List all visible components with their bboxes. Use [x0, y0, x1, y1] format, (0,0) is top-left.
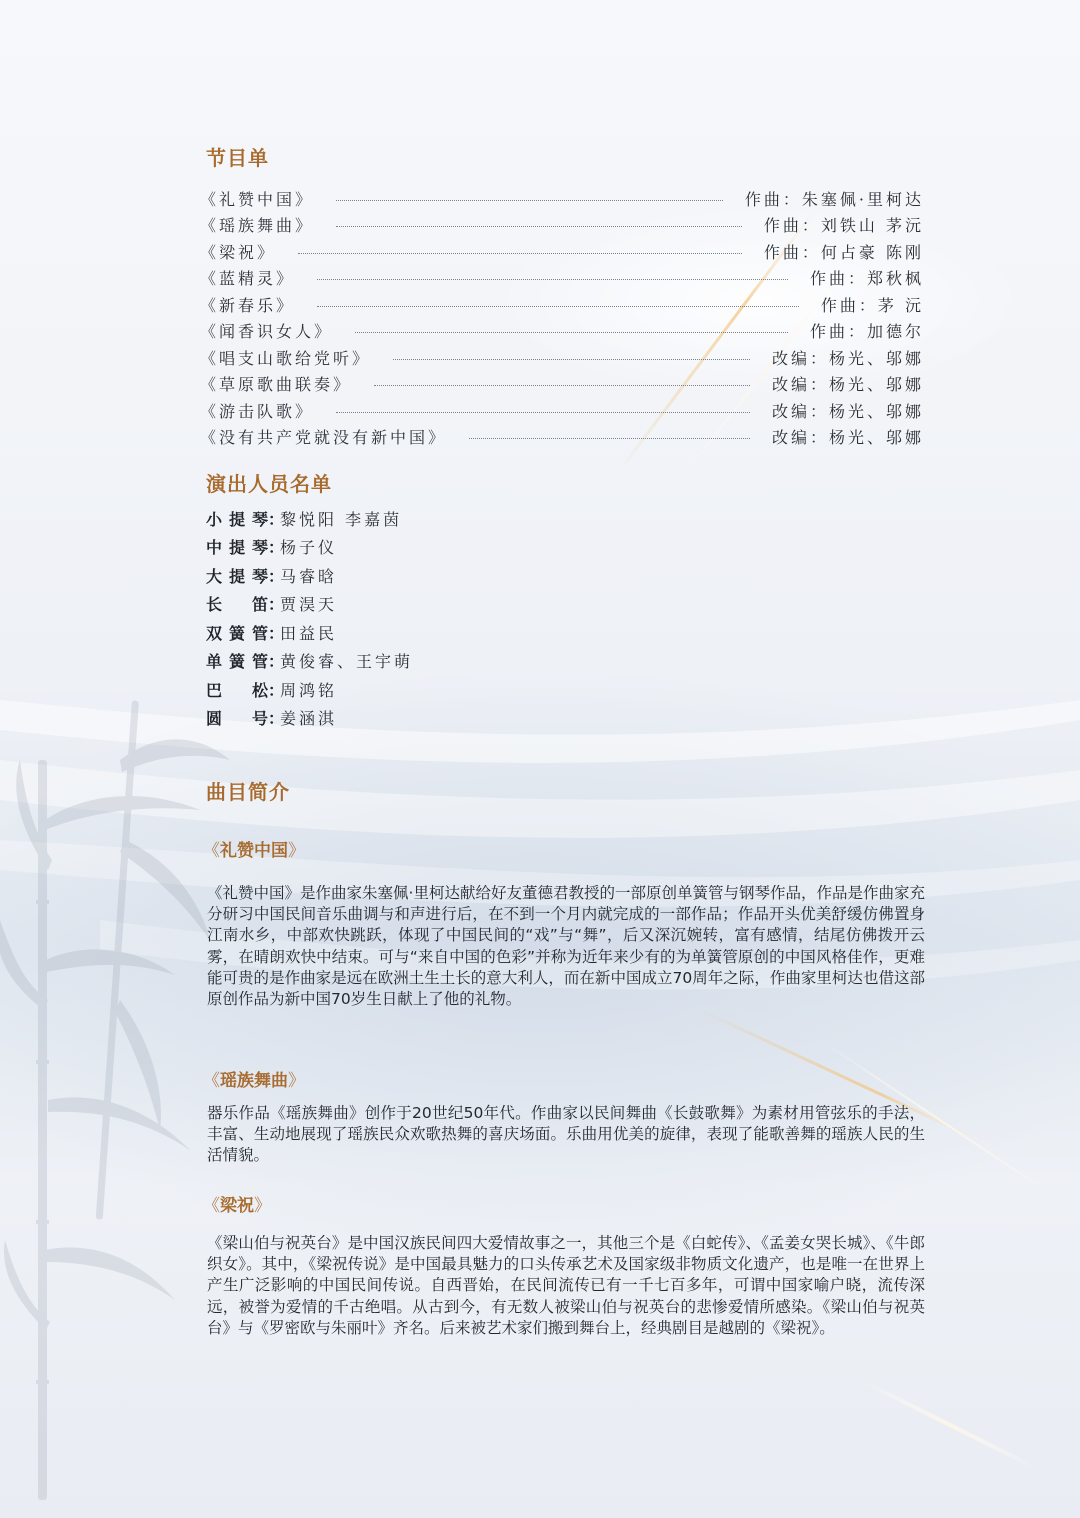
piece-title	[203, 1195, 271, 1217]
program-credit: 改编：杨光、邬娜	[771, 401, 924, 421]
program-title: 《游击队歌》	[200, 401, 315, 421]
piece-title-text: 梁祝	[220, 1196, 254, 1216]
dotted-leader	[393, 359, 750, 360]
cast-colon: ：	[268, 623, 285, 643]
close-quote: 》	[288, 841, 305, 861]
cast-colon: ：	[268, 652, 285, 672]
close-quote: 》	[288, 1071, 305, 1091]
program-heading: 节目单	[206, 146, 269, 170]
program-row	[200, 371, 924, 398]
dotted-leader	[374, 385, 750, 386]
piece-description: 《梁山伯与祝英台》是中国汉族民间四大爱情故事之一，其他三个是《白蛇传》、《孟姜女哭长城》、《牛郎织女》。其中，《梁祝传说》是中国最具魅力的口头传承艺术及国家级非物质文化遗产，也是唯一在世界上产生广泛影响的中国民间传说。自西晋始，在民间流传已有一千七百多年，可谓中国家喻户晓，流传深远，被誉为爱情的千古绝唱。从古到今，有无数人被梁山伯与祝英台的悲惨爱情所感染。《梁山伯与祝英台》与《罗密欧与朱丽叶》齐名。后来被艺术家们搬到舞台上，经典剧目是越剧的《梁祝》。	[207, 1234, 925, 1337]
cast-row	[206, 647, 413, 676]
program-credit: 作曲：刘铁山 茅沅	[763, 216, 924, 236]
cast-role: 圆号	[206, 709, 268, 729]
cast-names: 姜涵淇	[280, 709, 338, 729]
program-credit: 作曲：何占豪 陈刚	[763, 242, 924, 262]
cast-role: 单簧管	[206, 652, 268, 672]
program-row	[200, 291, 924, 318]
dotted-leader	[336, 226, 742, 227]
cast-names: 黄俊睿、王宇萌	[280, 652, 414, 672]
program-credit: 作曲：茅 沅	[820, 295, 924, 315]
program-credit: 作曲：朱塞佩·里柯达	[744, 189, 924, 209]
dotted-leader	[336, 200, 723, 201]
program-credit: 作曲：加德尔	[809, 322, 924, 342]
program-list	[200, 185, 924, 450]
cast-row	[206, 675, 413, 704]
program-row	[200, 424, 924, 451]
piece-title	[203, 840, 305, 862]
cast-colon: ：	[268, 566, 285, 586]
cast-names: 杨子仪	[280, 538, 338, 558]
cast-role: 长笛	[206, 595, 268, 615]
open-quote: 《	[203, 1196, 220, 1216]
cast-names: 田益民	[280, 623, 338, 643]
cast-colon: ：	[268, 538, 285, 558]
program-title: 《草原歌曲联奏》	[200, 375, 353, 395]
cast-row	[206, 704, 413, 733]
program-title: 《闻香识女人》	[200, 322, 334, 342]
program-title: 《瑶族舞曲》	[200, 216, 315, 236]
program-credit: 改编：杨光、邬娜	[771, 348, 924, 368]
program-title: 《梁祝》	[200, 242, 277, 262]
program-title: 《蓝精灵》	[200, 269, 296, 289]
program-row	[200, 212, 924, 239]
piece-description: 《礼赞中国》是作曲家朱塞佩·里柯达献给好友董德君教授的一部原创单簧管与钢琴作品，作品是作曲家充分研习中国民间音乐曲调与和声进行后，在不到一个月内就完成的一部作品；作品开头优美舒缓仿佛置身江南水乡，中部欢快跳跃，体现了中国民间的“戏”与“舞”，后又深沉婉转，富有感情，结尾仿佛拨开云雾，在晴朗欢快中结束。可与“来自中国的色彩”并称为近年来少有的为单簧管原创的中国风格佳作，更难能可贵的是作曲家是远在欧洲土生土长的意大利人，而在新中国成立70周年之际，作曲家里柯达也借这部原创作品为新中国70岁生日献上了他的礼物。	[207, 884, 925, 1009]
program-title: 《没有共产党就没有新中国》	[200, 428, 448, 448]
piece-description: 器乐作品《瑶族舞曲》创作于20世纪50年代。作曲家以民间舞曲《长鼓歌舞》为素材用管弦乐的手法，丰富、生动地展现了瑶族民众欢歌热舞的喜庆场面。乐曲用优美的旋律，表现了能歌善舞的瑶族人民的生活情貌。	[207, 1104, 925, 1165]
cast-colon: ：	[268, 709, 285, 729]
piece-title-text: 礼赞中国	[220, 841, 288, 861]
program-title: 《新春乐》	[200, 295, 296, 315]
cast-row	[206, 590, 413, 619]
program-row	[200, 344, 924, 371]
cast-role: 巴松	[206, 680, 268, 700]
cast-role: 小提琴	[206, 509, 268, 529]
open-quote: 《	[203, 1071, 220, 1091]
dotted-leader	[355, 332, 788, 333]
dotted-leader	[317, 306, 799, 307]
program-row	[200, 397, 924, 424]
cast-names: 黎悦阳 李嘉茵	[280, 509, 403, 529]
close-quote: 》	[254, 1196, 271, 1216]
cast-row	[206, 504, 413, 533]
cast-role: 大提琴	[206, 566, 268, 586]
cast-row	[206, 533, 413, 562]
cast-row	[206, 618, 413, 647]
program-title: 《礼赞中国》	[200, 189, 315, 209]
cast-colon: ：	[268, 595, 285, 615]
dotted-leader	[336, 412, 750, 413]
program-row	[200, 238, 924, 265]
dotted-leader	[317, 279, 788, 280]
cast-colon: ：	[268, 680, 285, 700]
cast-colon: ：	[268, 509, 285, 529]
cast-row	[206, 561, 413, 590]
cast-role: 中提琴	[206, 538, 268, 558]
cast-role: 双簧管	[206, 623, 268, 643]
program-row	[200, 185, 924, 212]
program-row	[200, 318, 924, 345]
program-title: 《唱支山歌给党听》	[200, 348, 372, 368]
cast-names: 周鸿铭	[280, 680, 338, 700]
piece-title-text: 瑶族舞曲	[220, 1071, 288, 1091]
open-quote: 《	[203, 841, 220, 861]
program-credit: 作曲：郑秋枫	[809, 269, 924, 289]
program-row	[200, 265, 924, 292]
cast-names: 马睿晗	[280, 566, 338, 586]
dotted-leader	[298, 253, 742, 254]
program-credit: 改编：杨光、邬娜	[771, 428, 924, 448]
program-credit: 改编：杨光、邬娜	[771, 375, 924, 395]
piece-title	[203, 1070, 305, 1092]
dotted-leader	[469, 438, 750, 439]
cast-list	[206, 504, 413, 732]
notes-heading: 曲目简介	[206, 780, 290, 804]
cast-names: 贾淏天	[280, 595, 338, 615]
cast-heading: 演出人员名单	[206, 472, 332, 496]
